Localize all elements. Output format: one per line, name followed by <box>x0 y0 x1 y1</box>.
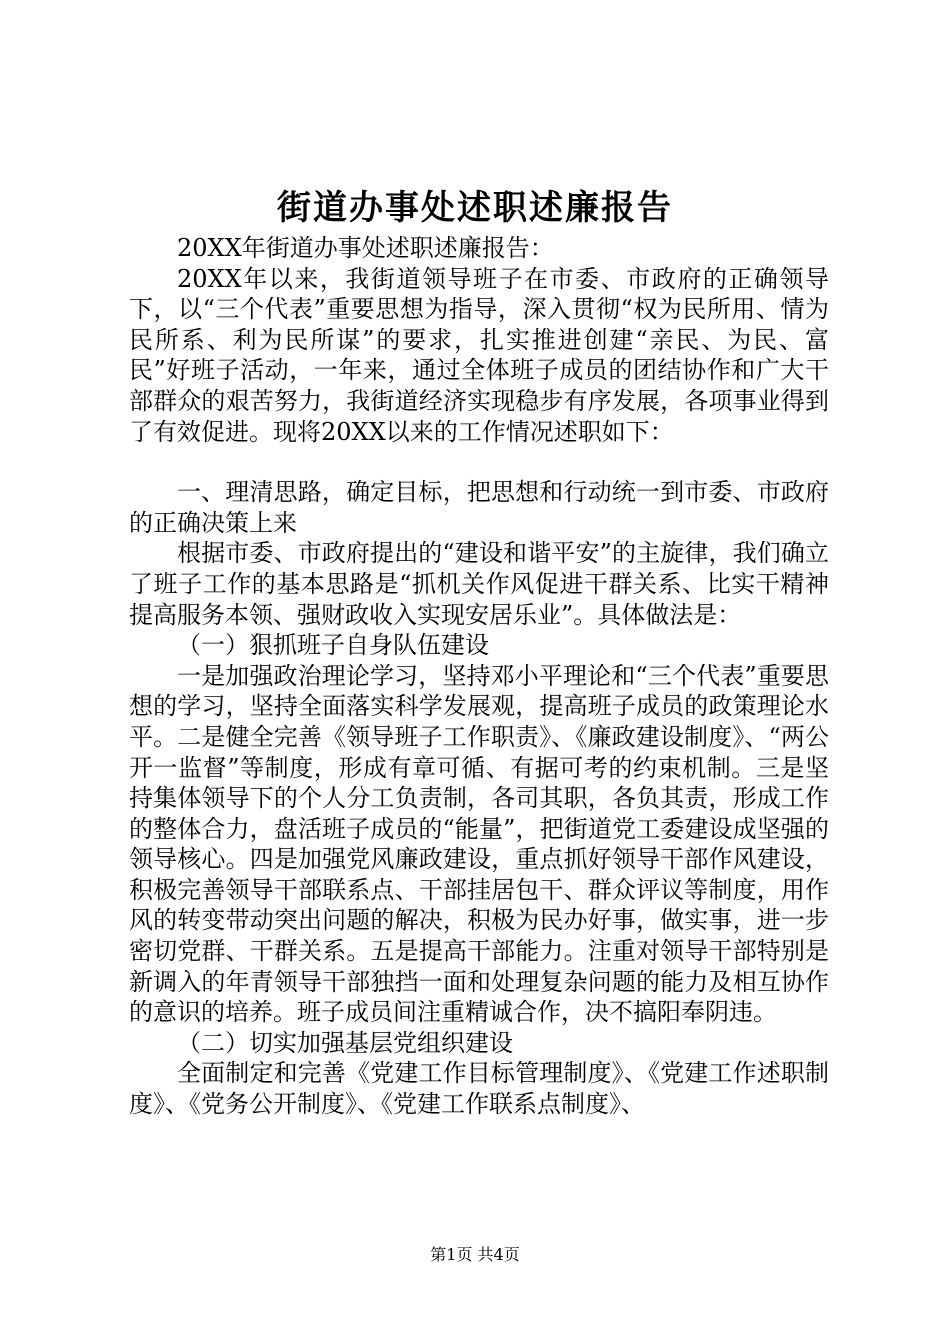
paragraph-subsection-1: 一是加强政治理论学习，坚持邓小平理论和“三个代表”重要思想的学习，坚持全面落实科学发展观，提高班子成员的政策理论水平。二是健全完善《领导班子工作职责》、《廉政建设制度》、“两公开一监督”等制度，形成有章可循、有据可考的约束机制。三是坚持集体领导下的个人分工负责制，各司其职，各负其责，形成工作的整体合力，盘活班子成员的“能量”，把街道党工委建设成坚强的领导核心。四是加强党风廉政建设，重点抓好领导干部作风建设，积极完善领导干部联系点、干部挂居包干、群众评议等制度，用作风的转变带动突出问题的解决，积极为民办好事，做实事，进一步密切党群、干群关系。五是提高干部能力。注重对领导干部特别是新调入的年青领导干部独挡一面和处理复杂问题的能力及相互协作的意识的培养。班子成员间注重精诚合作，决不搞阳奉阴违。 <box>129 661 829 1027</box>
paragraph-section-1: 根据市委、市政府提出的“建设和谐平安”的主旋律，我们确立了班子工作的基本思路是“抓机关作风促进干群关系、比实干精神提高服务本领、强财政收入实现安居乐业”。具体做法是： <box>129 539 829 629</box>
paragraph-overview: 20XX年以来，我街道领导班子在市委、市政府的正确领导下，以“三个代表”重要思想为指导，深入贯彻“权为民所用、情为民所系、利为民所谋”的要求，扎实推进创建“亲民、为民、富民”好班子活动，一年来，通过全体班子成员的团结协作和广大干部群众的艰苦努力，我街道经济实现稳步有序发展，各项事业得到了有效促进。现将20XX以来的工作情况述职如下： <box>129 264 829 446</box>
page-number-footer: 第1页 共4页 <box>430 1245 520 1264</box>
subsection-heading-1: （一）狠抓班子自身队伍建设 <box>177 631 489 660</box>
paragraph-subsection-2: 全面制定和完善《党建工作目标管理制度》、《党建工作述职制度》、《党务公开制度》、《党建工作联系点制度》、 <box>129 1059 829 1119</box>
document-body <box>129 233 829 1120</box>
section-heading-1: 一、理清思路，确定目标，把思想和行动统一到市委、市政府的正确决策上来 <box>129 478 829 537</box>
subsection-heading-2: （二）切实加强基层党组织建设 <box>177 1028 513 1057</box>
document-title: 街道办事处述职述廉报告 <box>277 188 673 228</box>
paragraph-intro: 20XX年街道办事处述职述廉报告： <box>177 234 554 262</box>
